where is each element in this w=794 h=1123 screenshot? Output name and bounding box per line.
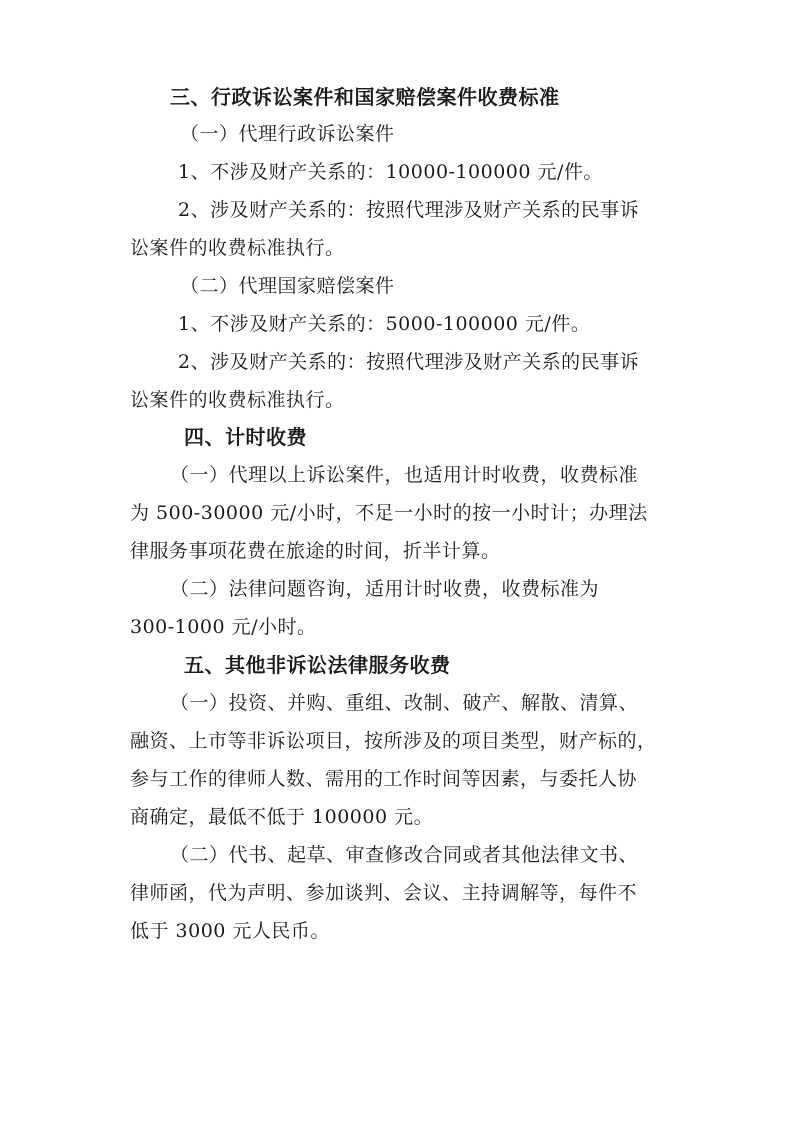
paragraph-line: 参与工作的律师人数、需用的工作时间等因素，与委托人协: [130, 768, 638, 790]
subsection-heading: （一）代理行政诉讼案件: [180, 123, 395, 145]
paragraph-line: 1、不涉及财产关系的：5000-100000 元/件。: [178, 313, 591, 335]
subsection-heading: （二）代理国家赔偿案件: [180, 275, 395, 297]
paragraph-line: 300-1000 元/小时。: [130, 616, 317, 638]
paragraph-line: 2、涉及财产关系的：按照代理涉及财产关系的民事诉: [178, 351, 640, 373]
paragraph-line: 商确定，最低不低于 100000 元。: [130, 806, 434, 828]
paragraph-line: 为 500-30000 元/小时，不足一小时的按一小时计；办理法: [130, 502, 648, 524]
paragraph-line: （一）代理以上诉讼案件，也适用计时收费，收费标准: [170, 464, 639, 486]
section-heading-3: 三、行政诉讼案件和国家赔偿案件收费标准: [170, 85, 560, 109]
paragraph-line: 融资、上市等非诉讼项目，按所涉及的项目类型，财产标的，: [130, 730, 657, 752]
paragraph-line: 2、涉及财产关系的：按照代理涉及财产关系的民事诉: [178, 199, 640, 221]
paragraph-line: 讼案件的收费标准执行。: [130, 237, 345, 259]
paragraph-line: 律服务事项花费在旅途的时间，折半计算。: [130, 540, 501, 562]
paragraph-line: 律师函，代为声明、参加谈判、会议、主持调解等，每件不: [130, 882, 638, 904]
section-heading-4: 四、计时收费: [184, 425, 307, 449]
section-heading-5: 五、其他非诉讼法律服务收费: [184, 653, 451, 677]
paragraph-line: （一）投资、并购、重组、改制、破产、解散、清算、: [170, 692, 639, 714]
paragraph-line: 1、不涉及财产关系的：10000-100000 元/件。: [178, 161, 603, 183]
paragraph-line: 低于 3000 元人民币。: [130, 920, 330, 942]
paragraph-line: 讼案件的收费标准执行。: [130, 389, 345, 411]
paragraph-line: （二）法律问题咨询，适用计时收费，收费标准为: [170, 578, 600, 600]
paragraph-line: （二）代书、起草、审查修改合同或者其他法律文书、: [170, 844, 639, 866]
